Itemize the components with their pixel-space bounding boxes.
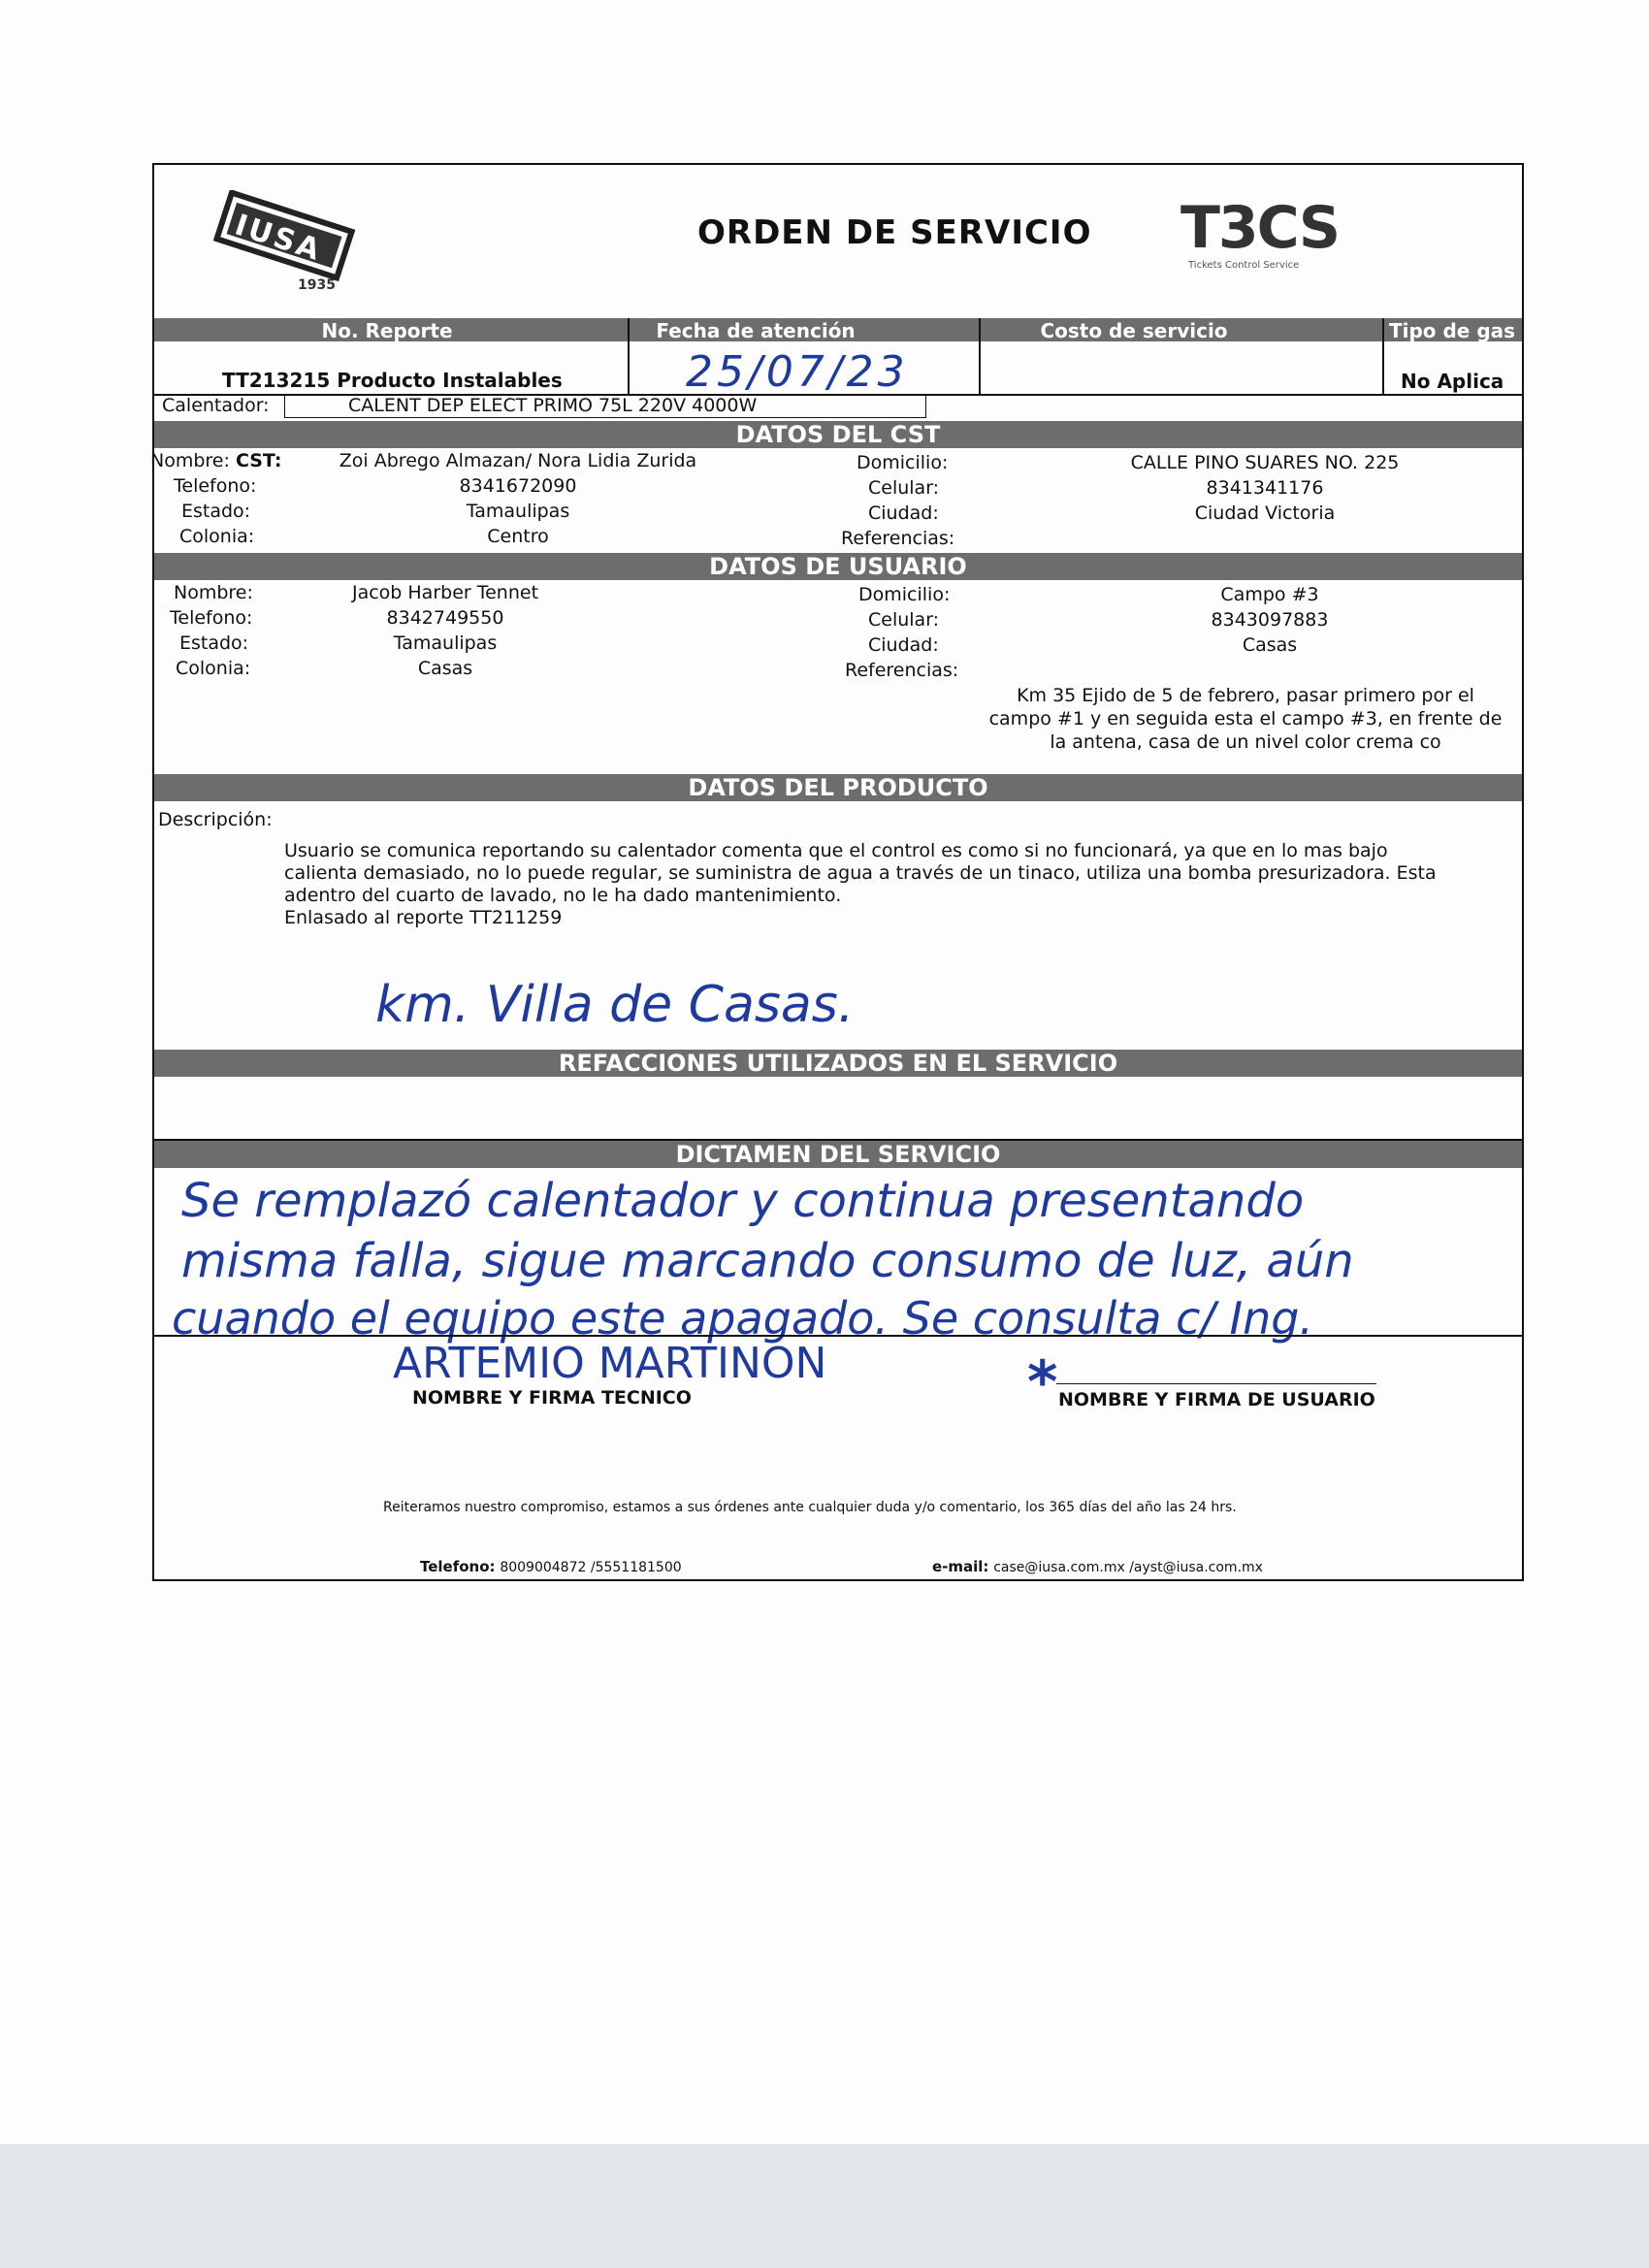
- cst-name-label: [150, 450, 281, 471]
- product-desc-label: Descripción:: [158, 809, 273, 830]
- t3cs-logo: [1180, 194, 1340, 281]
- verdict-section-title: DICTAMEN DEL SERVICIO: [675, 1141, 1001, 1168]
- signature-top-line: [154, 1335, 1522, 1337]
- verdict-handwritten-line-3: cuando el equipo este apagado. Se consulta c/ Ing.: [172, 1292, 1314, 1345]
- cst-name-label-text: Nombre:: [150, 450, 236, 471]
- summary-divider-3: [1382, 318, 1384, 394]
- cst-state-value: Tamaulipas: [466, 501, 570, 522]
- gas-value: No Aplica: [1401, 370, 1504, 393]
- user-refs-label: Referencias:: [845, 660, 959, 681]
- report-value: TT213215 Producto Instalables: [222, 369, 563, 392]
- verdict-handwritten-line-1: Se remplazó calentador y continua presentando: [181, 1174, 1305, 1228]
- cst-address-value: CALLE PINO SUARES NO. 225: [1130, 452, 1400, 473]
- user-colony-label: Colonia:: [176, 658, 251, 679]
- user-cell-label: Celular:: [868, 609, 940, 631]
- cst-phone-label: Telefono:: [174, 475, 257, 497]
- cst-refs-label: Referencias:: [841, 528, 955, 549]
- col-cost-label: Costo de servicio: [1040, 319, 1228, 342]
- footer-phone: [420, 1558, 682, 1575]
- service-order-form: [152, 163, 1524, 1581]
- t3cs-logo-subtitle: Tickets Control Service: [1188, 260, 1300, 271]
- col-report-label: No. Reporte: [321, 319, 453, 342]
- product-section-title: DATOS DEL PRODUCTO: [688, 774, 988, 801]
- summary-divider-2: [979, 318, 981, 394]
- col-date-label: Fecha de atención: [656, 319, 856, 342]
- cst-name-value: Zoi Abrego Almazan/ Nora Lidia Zurida: [339, 450, 697, 471]
- user-state-label: Estado:: [179, 632, 249, 654]
- user-address-label: Domicilio:: [858, 584, 951, 605]
- user-city-value: Casas: [1242, 634, 1298, 656]
- user-signature-mark: *: [1027, 1348, 1058, 1416]
- footer-email-value: case@iusa.com.mx /ayst@iusa.com.mx: [993, 1560, 1263, 1575]
- heater-label: Calentador:: [162, 395, 270, 416]
- user-colony-value: Casas: [417, 658, 473, 679]
- footer-email: [932, 1558, 1263, 1575]
- user-name-label: Nombre:: [174, 582, 253, 603]
- footer-email-label: e-mail:: [932, 1558, 989, 1575]
- tech-handwritten-name: ARTEMIO MARTINON: [393, 1339, 827, 1388]
- col-gas-label: Tipo de gas: [1388, 319, 1516, 342]
- product-desc-line-4: Enlasado al reporte TT211259: [284, 907, 563, 928]
- cst-phone-value: 8341672090: [459, 475, 577, 497]
- footer-commitment: Reiteramos nuestro compromiso, estamos a sus órdenes ante cualquier duda y/o comentario, los 365 días del año las 24 hrs.: [383, 1500, 1237, 1515]
- product-desc-line-1: Usuario se comunica reportando su calentador comenta que el control es como si no funcionará, ya que en lo mas bajo: [284, 840, 1388, 861]
- iusa-logo: [212, 190, 358, 297]
- summary-divider-1: [628, 318, 630, 394]
- heater-value: CALENT DEP ELECT PRIMO 75L 220V 4000W: [348, 395, 758, 416]
- cst-section-title: DATOS DEL CST: [735, 421, 941, 448]
- product-desc-line-3: adentro del cuarto de lavado, no le ha dado mantenimiento.: [284, 885, 842, 906]
- user-refs-line-1: Km 35 Ejido de 5 de febrero, pasar primero por el: [1017, 685, 1474, 706]
- scan-bottom-strip: [0, 2144, 1649, 2268]
- cst-city-value: Ciudad Victoria: [1194, 502, 1336, 524]
- user-refs-line-2: campo #1 y en seguida esta el campo #3, en frente de: [988, 708, 1503, 729]
- page-title: ORDEN DE SERVICIO: [697, 213, 1092, 252]
- product-handwritten-note: km. Villa de Casas.: [375, 976, 855, 1034]
- user-signature-line: [1056, 1383, 1376, 1384]
- verdict-handwritten-line-2: misma falla, sigue marcando consumo de luz, aún: [181, 1234, 1354, 1288]
- user-refs-line-3: la antena, casa de un nivel color crema co: [1050, 731, 1441, 753]
- cst-name-label-bold: CST:: [235, 450, 282, 471]
- iusa-logo-text: IUSA: [230, 208, 327, 269]
- user-phone-label: Telefono:: [170, 607, 253, 629]
- footer-phone-label: Telefono:: [420, 1558, 496, 1575]
- user-signature-label: NOMBRE Y FIRMA DE USUARIO: [1058, 1389, 1375, 1410]
- user-cell-value: 8343097883: [1211, 609, 1329, 631]
- cst-city-label: Ciudad:: [868, 502, 939, 524]
- user-section-title: DATOS DE USUARIO: [709, 553, 967, 580]
- cst-cell-value: 8341341176: [1206, 477, 1324, 499]
- cst-state-label: Estado:: [181, 501, 251, 522]
- user-phone-value: 8342749550: [386, 607, 504, 629]
- cst-colony-value: Centro: [487, 526, 549, 547]
- product-desc-line-2: calienta demasiado, no lo puede regular, se suministra de agua a través de un tinaco, utiliza una bomba presurizadora. Esta: [284, 862, 1437, 884]
- parts-section-title: REFACCIONES UTILIZADOS EN EL SERVICIO: [558, 1050, 1118, 1077]
- date-handwritten: 25/07/23: [686, 347, 909, 397]
- user-name-value: Jacob Harber Tennet: [351, 582, 539, 603]
- user-city-label: Ciudad:: [868, 634, 939, 656]
- t3cs-logo-text: T3CS: [1180, 194, 1340, 262]
- cst-address-label: Domicilio:: [857, 452, 949, 473]
- footer-phone-value: 8009004872 /5551181500: [500, 1560, 682, 1575]
- cst-colony-label: Colonia:: [179, 526, 255, 547]
- cst-cell-label: Celular:: [868, 477, 940, 499]
- user-state-value: Tamaulipas: [393, 632, 498, 654]
- tech-signature-label: NOMBRE Y FIRMA TECNICO: [412, 1387, 692, 1409]
- user-address-value: Campo #3: [1220, 584, 1319, 605]
- iusa-logo-year: 1935: [298, 277, 336, 293]
